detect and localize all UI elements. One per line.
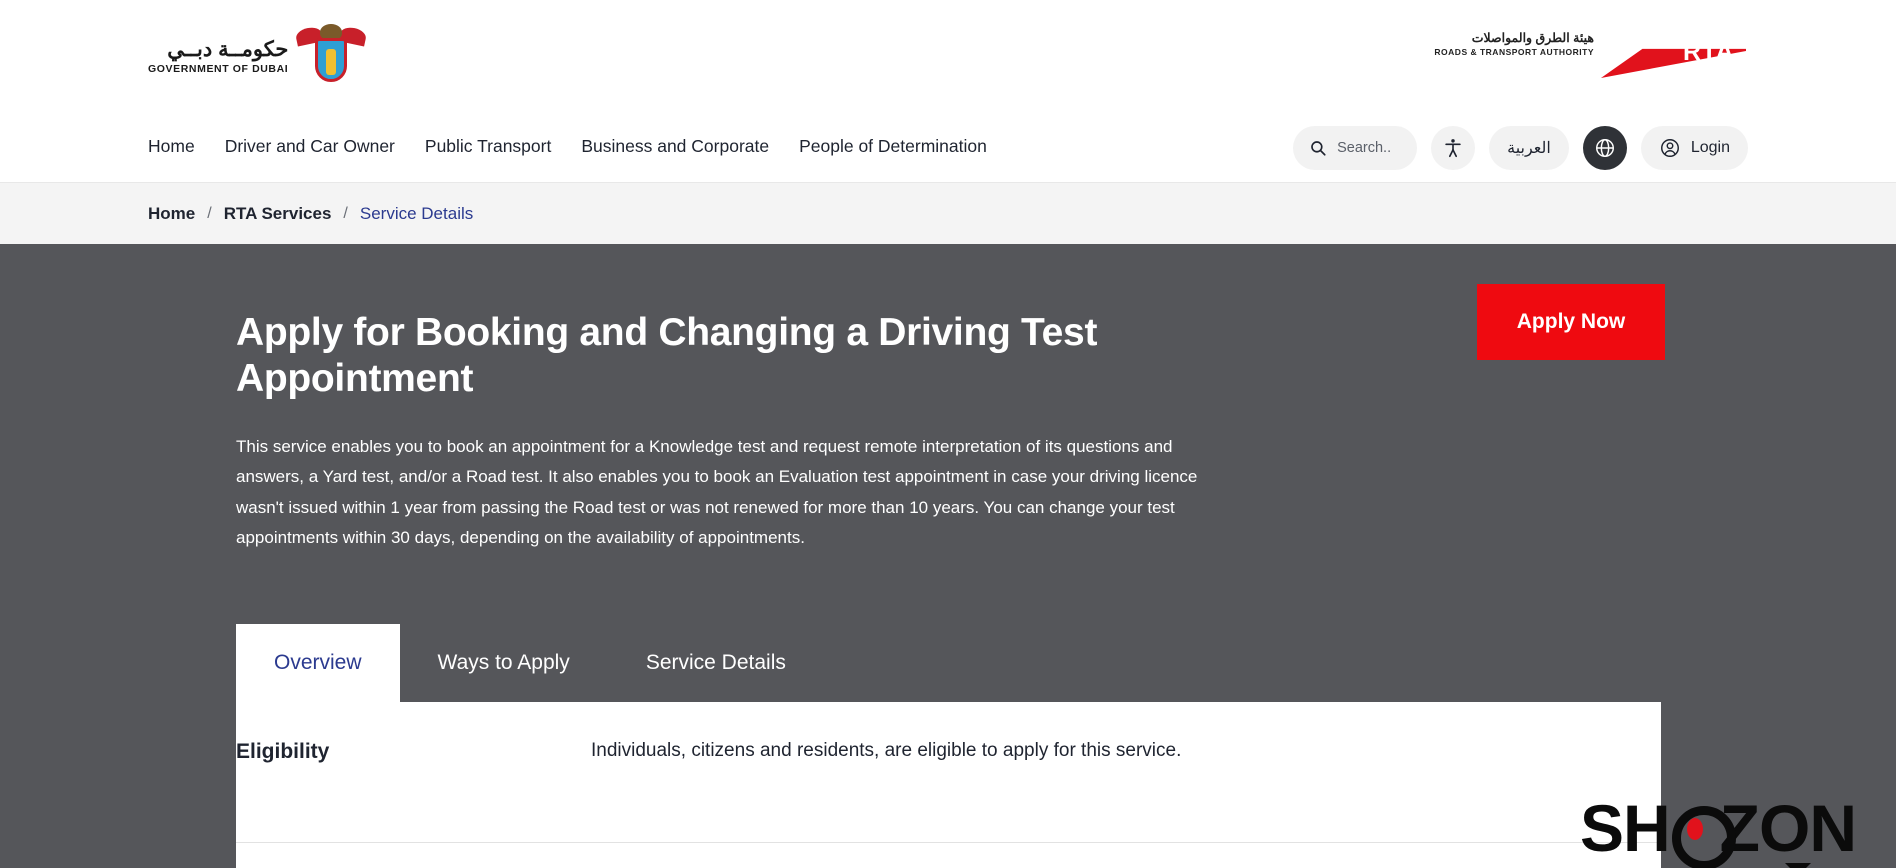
apply-now-button[interactable]: Apply Now <box>1477 284 1665 360</box>
row-divider <box>236 842 1661 843</box>
shozon-watermark <box>1580 790 1856 866</box>
globe-icon <box>1594 137 1616 159</box>
site-header <box>0 0 1896 182</box>
breadcrumb-separator: / <box>207 204 212 222</box>
breadcrumb-item-service-details[interactable]: Service Details <box>359 203 474 223</box>
service-tabs <box>236 624 824 702</box>
accessibility-button[interactable] <box>1431 126 1475 170</box>
eligibility-value: Individuals, citizens and residents, are eligible to apply for this service. <box>591 740 1182 761</box>
rta-logo-word: RTA <box>1682 38 1734 66</box>
rta-logo-arabic: هيئة الطرق والمواصلات <box>1471 31 1594 45</box>
accessibility-icon <box>1442 137 1464 159</box>
user-circle-icon <box>1659 137 1681 159</box>
tab-service-details[interactable]: Service Details <box>645 651 786 674</box>
tab-overview[interactable]: Overview <box>236 624 400 702</box>
overview-panel <box>236 702 1661 868</box>
gov-logo-arabic: حكومــة دبــي <box>167 38 289 62</box>
nav-item-business-and-corporate[interactable]: Business and Corporate <box>581 136 770 156</box>
search-button[interactable] <box>1293 126 1417 170</box>
search-label: Search.. <box>1337 140 1392 156</box>
nav-item-public-transport[interactable]: Public Transport <box>424 136 552 156</box>
globe-button[interactable] <box>1583 126 1627 170</box>
rta-logo-english: ROADS & TRANSPORT AUTHORITY <box>1434 47 1594 57</box>
watermark-o-icon <box>1670 802 1720 854</box>
watermark-caret-icon <box>1785 863 1811 868</box>
main-navigation <box>148 136 987 157</box>
nav-item-driver-and-car-owner[interactable]: Driver and Car Owner <box>224 136 395 156</box>
government-of-dubai-logo[interactable] <box>148 24 364 90</box>
gov-logo-english: GOVERNMENT OF DUBAI <box>148 62 289 75</box>
login-button[interactable] <box>1641 126 1748 170</box>
service-description: This service enables you to book an appointment for a Knowledge test and request remote interpretation of its questions and answers, a Yard test, and/or a Road test. It also enables you to book an Evaluation test appointment in case your driving licence wasn't issued within 1 year from passing the Road test or was not renewed for more than 10 years. You can change your test appointments within 30 days, depending on the availability of appointments. <box>236 437 1198 547</box>
tab-ways-to-apply[interactable]: Ways to Apply <box>437 651 570 674</box>
detail-row <box>236 702 1661 764</box>
hero-section <box>0 244 1896 868</box>
rta-logo[interactable] <box>1434 26 1746 82</box>
nav-item-people-of-determination[interactable]: People of Determination <box>799 136 987 156</box>
breadcrumb <box>0 182 1896 244</box>
breadcrumb-item-rta-services[interactable]: RTA Services <box>223 203 332 223</box>
dubai-emblem-icon <box>298 24 364 90</box>
breadcrumb-separator: / <box>343 204 348 222</box>
language-label: العربية <box>1507 140 1551 157</box>
emblem-shield-icon <box>315 38 347 82</box>
language-toggle-button[interactable] <box>1489 126 1569 170</box>
breadcrumb-item-home[interactable]: Home <box>148 203 196 223</box>
search-icon <box>1309 139 1327 157</box>
page-title: Apply for Booking and Changing a Driving Test Appointment <box>236 311 1098 401</box>
gov-logo-text <box>148 39 288 74</box>
header-actions <box>1293 126 1748 170</box>
login-label: Login <box>1690 139 1730 156</box>
watermark-text-after: ZON <box>1719 791 1856 865</box>
watermark-text-before: SH <box>1579 791 1670 865</box>
eligibility-label: Eligibility <box>236 740 330 763</box>
nav-item-home[interactable]: Home <box>148 136 195 156</box>
